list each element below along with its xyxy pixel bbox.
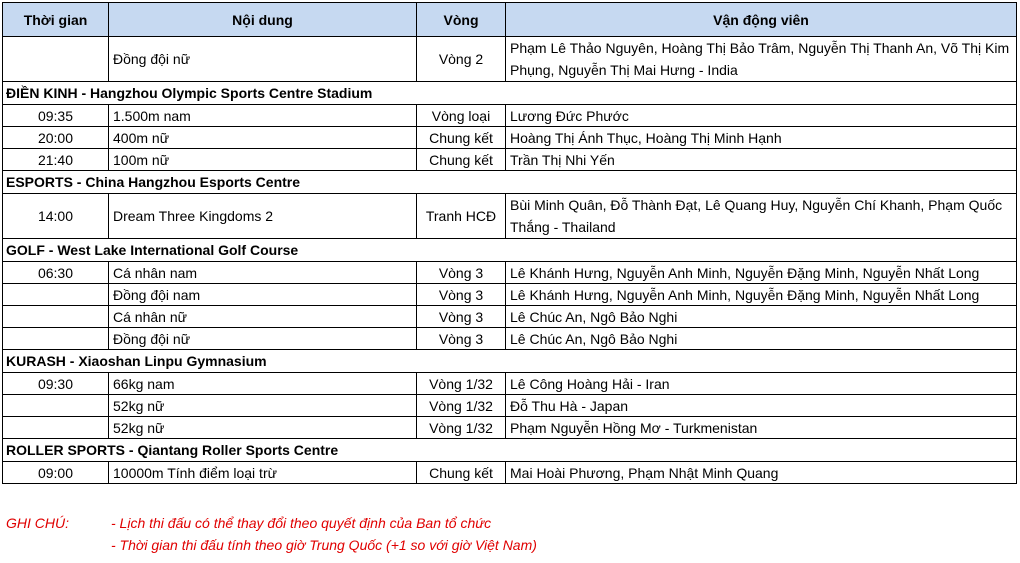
table-row (2, 417, 1017, 439)
cell-time: 21:40 (3, 149, 109, 170)
cell-time: 09:35 (3, 105, 109, 126)
cell-time: 06:30 (3, 262, 109, 283)
section-title: GOLF - West Lake International Golf Course (6, 242, 299, 258)
table-header (2, 2, 1017, 37)
table-row (2, 373, 1017, 395)
schedule-table (2, 2, 1017, 484)
cell-content: Dream Three Kingdoms 2 (109, 194, 417, 238)
cell-content: 52kg nữ (109, 395, 417, 416)
cell-round: Vòng loại (417, 105, 506, 126)
section-title-row (2, 350, 1017, 373)
header-round: Vòng (417, 3, 506, 36)
cell-athletes: Hoàng Thị Ánh Thục, Hoàng Thị Minh Hạnh (510, 129, 782, 146)
cell-time (3, 328, 109, 349)
section-title-row (2, 82, 1017, 105)
cell-time (3, 37, 109, 81)
cell-round: Tranh HCĐ (417, 194, 506, 238)
section-title-row (2, 171, 1017, 194)
cell-content: Đồng đội nam (109, 284, 417, 305)
cell-athletes: Đỗ Thu Hà - Japan (510, 397, 629, 414)
notes (6, 512, 537, 556)
cell-round: Vòng 1/32 (417, 395, 506, 416)
section-title-row (2, 439, 1017, 462)
section-title: KURASH - Xiaoshan Linpu Gymnasium (6, 353, 267, 369)
cell-round: Vòng 3 (417, 328, 506, 349)
cell-round: Vòng 3 (417, 306, 506, 327)
cell-content: 400m nữ (109, 127, 417, 148)
cell-athletes: Lê Khánh Hưng, Nguyễn Anh Minh, Nguyễn Đặng Minh, Nguyễn Nhất Long (510, 264, 980, 281)
table-row (2, 194, 1017, 239)
cell-athletes: Lê Khánh Hưng, Nguyễn Anh Minh, Nguyễn Đặng Minh, Nguyễn Nhất Long (510, 286, 980, 303)
notes-label: GHI CHÚ: (6, 515, 69, 531)
header-time: Thời gian (3, 3, 109, 36)
cell-content: Đồng đội nữ (109, 37, 417, 81)
cell-athletes: Lê Công Hoàng Hải - Iran (510, 375, 670, 392)
section-title-row (2, 239, 1017, 262)
cell-content: 1.500m nam (109, 105, 417, 126)
cell-round: Chung kết (417, 149, 506, 170)
section-title: ROLLER SPORTS - Qiantang Roller Sports Centre (6, 442, 339, 458)
table-row (2, 105, 1017, 127)
table-row (2, 328, 1017, 350)
cell-content: 52kg nữ (109, 417, 417, 438)
cell-round: Chung kết (417, 127, 506, 148)
table-row (2, 284, 1017, 306)
cell-content: Cá nhân nam (109, 262, 417, 283)
cell-round: Vòng 2 (417, 37, 506, 81)
cell-time (3, 306, 109, 327)
table-row (2, 462, 1017, 484)
cell-athletes: Lương Đức Phước (510, 107, 629, 124)
cell-time (3, 395, 109, 416)
cell-content: 66kg nam (109, 373, 417, 394)
cell-time: 09:00 (3, 462, 109, 483)
cell-round: Vòng 1/32 (417, 417, 506, 438)
cell-round: Vòng 3 (417, 262, 506, 283)
cell-content: Đồng đội nữ (109, 328, 417, 349)
cell-athletes: Phạm Nguyễn Hồng Mơ - Turkmenistan (510, 419, 758, 436)
cell-content: 100m nữ (109, 149, 417, 170)
section-title: ĐIỀN KINH - Hangzhou Olympic Sports Centre Stadium (6, 85, 373, 101)
cell-athletes: Bùi Minh Quân, Đỗ Thành Đạt, Lê Quang Huy, Nguyễn Chí Khanh, Phạm Quốc Thắng - Thailand (510, 197, 1003, 235)
cell-athletes: Phạm Lê Thảo Nguyên, Hoàng Thị Bảo Trâm, Nguyễn Thị Thanh An, Võ Thị Kim Phụng, Nguyễn Thị Mai Hưng - India (510, 40, 1010, 78)
header-athletes: Vận động viên (713, 11, 809, 28)
cell-round: Vòng 3 (417, 284, 506, 305)
note-line: - Thời gian thi đấu tính theo giờ Trung Quốc (+1 so với giờ Việt Nam) (111, 537, 537, 553)
cell-content: Cá nhân nữ (109, 306, 417, 327)
cell-athletes: Lê Chúc An, Ngô Bảo Nghi (510, 330, 678, 347)
table-row (2, 262, 1017, 284)
cell-time (3, 284, 109, 305)
cell-time: 09:30 (3, 373, 109, 394)
cell-round: Vòng 1/32 (417, 373, 506, 394)
table-row (2, 306, 1017, 328)
cell-content: 10000m Tính điểm loại trừ (109, 462, 417, 483)
note-line: - Lịch thi đấu có thể thay đổi theo quyết định của Ban tổ chức (111, 515, 492, 531)
table-row (2, 37, 1017, 82)
cell-time (3, 417, 109, 438)
section-title: ESPORTS - China Hangzhou Esports Centre (6, 174, 301, 190)
table-row (2, 127, 1017, 149)
header-content: Nội dung (109, 3, 417, 36)
cell-time: 20:00 (3, 127, 109, 148)
table-row (2, 149, 1017, 171)
cell-athletes: Mai Hoài Phương, Phạm Nhật Minh Quang (510, 464, 779, 481)
cell-round: Chung kết (417, 462, 506, 483)
table-row (2, 395, 1017, 417)
cell-athletes: Lê Chúc An, Ngô Bảo Nghi (510, 308, 678, 325)
cell-athletes: Trần Thị Nhi Yến (510, 151, 615, 168)
cell-time: 14:00 (3, 194, 109, 238)
